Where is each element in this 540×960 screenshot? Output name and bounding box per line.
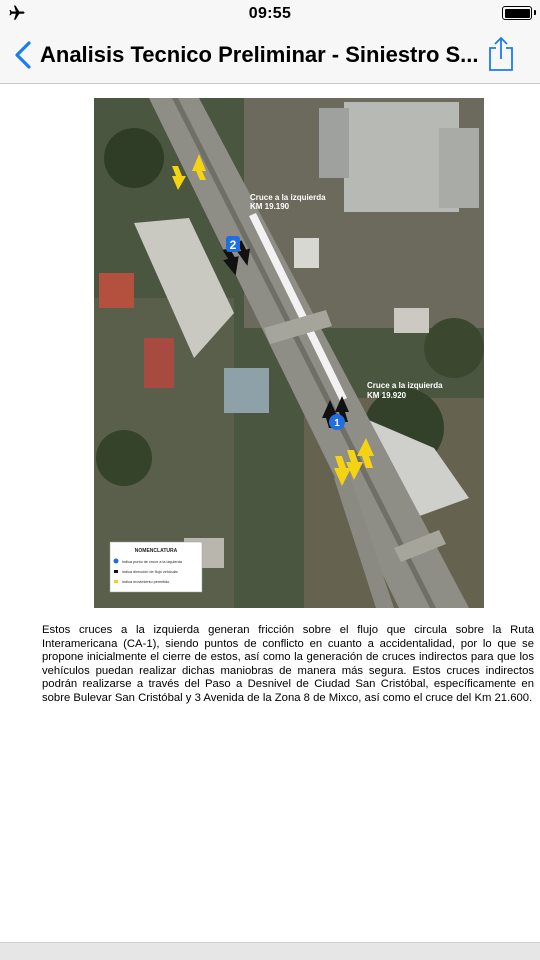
aerial-map-svg xyxy=(94,98,484,608)
document-page[interactable] xyxy=(0,84,540,942)
map-legend xyxy=(110,542,202,592)
document-title: Analisis Tecnico Preliminar - Siniestro S... xyxy=(40,42,479,67)
chevron-left-icon[interactable] xyxy=(12,40,36,70)
building xyxy=(394,308,429,333)
marker-1-label: 1 xyxy=(334,418,340,429)
tree-cluster xyxy=(104,128,164,188)
legend-item: Indica movimiento permitido xyxy=(122,580,170,584)
status-bar xyxy=(0,0,540,28)
marker-2-label: 2 xyxy=(229,238,237,252)
share-icon[interactable] xyxy=(486,36,516,72)
tree-cluster xyxy=(424,318,484,378)
bottom-toolbar xyxy=(0,942,540,960)
tree-cluster xyxy=(96,430,152,486)
crossing-marker-2 xyxy=(226,236,240,252)
cruce-top-km: KM 19.190 xyxy=(250,202,290,211)
status-time: 09:55 xyxy=(248,5,292,22)
cruce-top-label: Cruce a la izquierda xyxy=(250,193,326,202)
aerial-map-figure xyxy=(94,98,484,608)
crossing-marker-1 xyxy=(329,414,345,430)
building-red-roof xyxy=(99,273,134,308)
legend-arrow-swatch xyxy=(114,570,118,573)
navigation-bar xyxy=(0,28,540,84)
legend-title: NOMENCLATURA xyxy=(134,548,178,554)
greenhouse-2 xyxy=(319,108,349,178)
document-paragraph: Estos cruces a la izquierda generan fricción sobre el flujo que circula sobre la Ruta Interamericana (CA-1), siendo puntos de conflicto en cuanto a accidentalidad, por lo que se propone inicialmente el cierre de estos, así como la generación de cruces indirectos para que los vehículos puedan realizar dichas maniobras de manera más segura. Estos cruces indirectos podrán realizarse a través del Paso a Desnivel de Ciudad San Cristóbal, específicamente en sobre Bulevar San Cristóbal y 3 Avenida de la Zona 8 de Mixco, así como el cruce del Km 21.600. xyxy=(42,624,534,704)
legend-item: Indica punto de cruce a la izquierda xyxy=(122,560,182,564)
cruce-bottom-km: KM 19.920 xyxy=(367,391,407,400)
greenhouse-3 xyxy=(439,128,479,208)
legend-allowed-swatch xyxy=(114,580,118,583)
building xyxy=(294,238,319,268)
building-red-roof xyxy=(144,338,174,388)
cruce-bottom-label: Cruce a la izquierda xyxy=(367,381,443,390)
legend-item: Indica dirección de flujo vehicular xyxy=(122,570,178,574)
legend-marker-swatch xyxy=(114,559,119,564)
battery-icon xyxy=(502,6,532,20)
building-solar xyxy=(224,368,269,413)
